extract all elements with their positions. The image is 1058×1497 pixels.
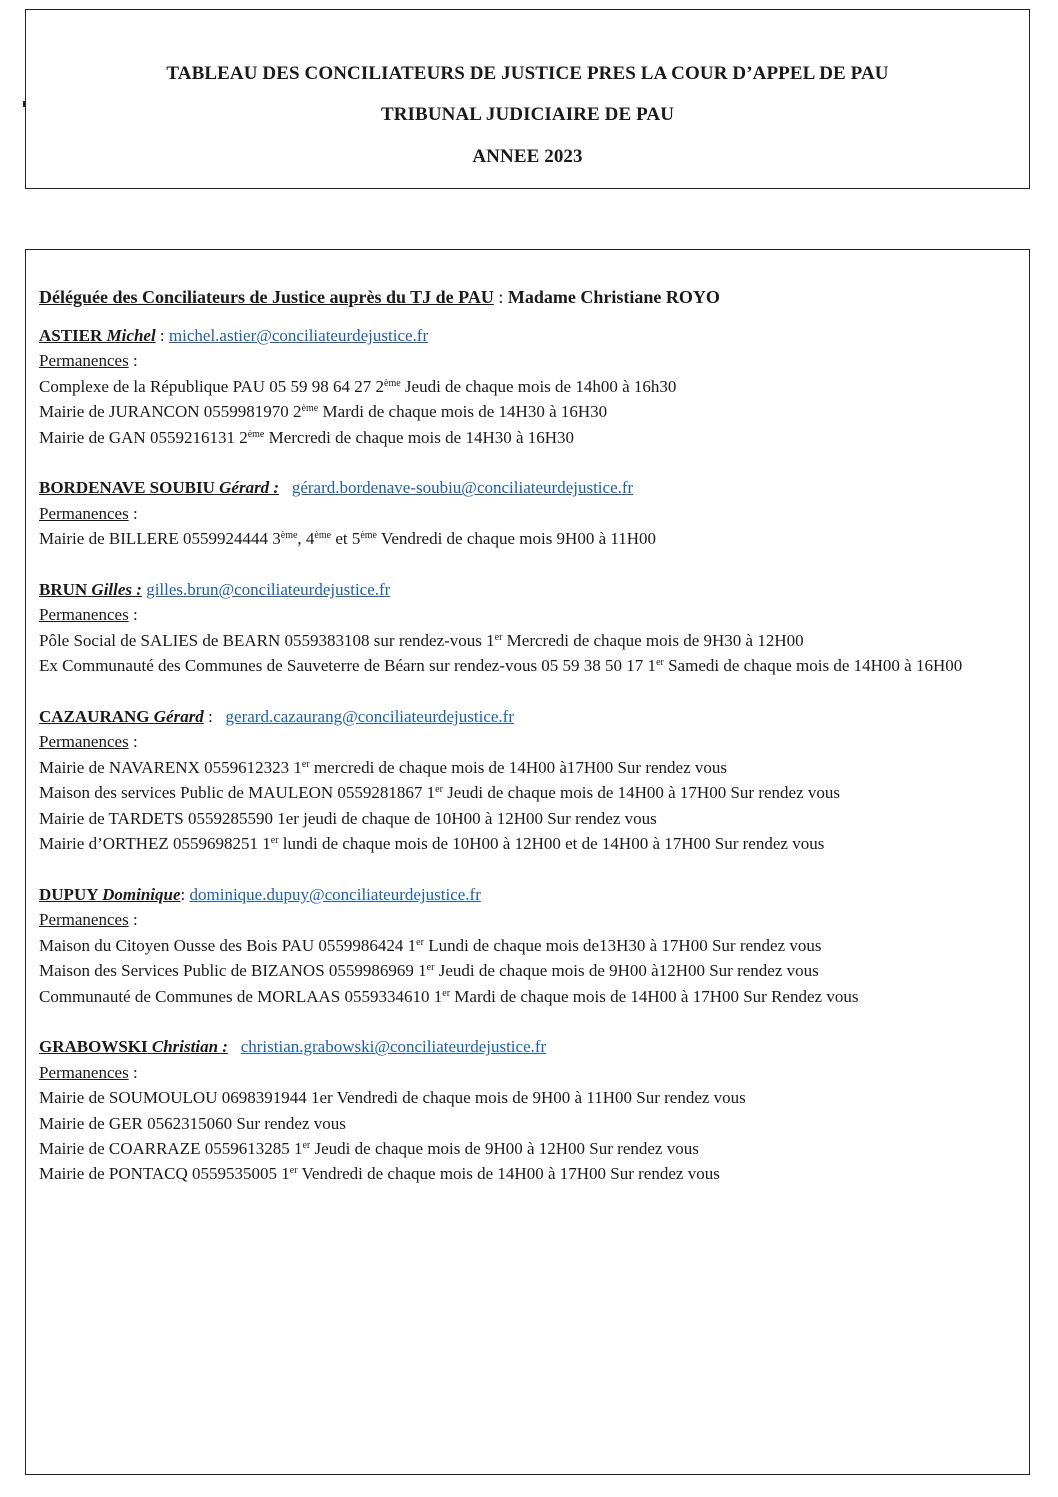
schedule-text: Mardi de chaque mois de 14H00 à 17H00 Sur Rendez vous	[450, 986, 859, 1006]
schedule-text: Mairie de TARDETS 0559285590 1er jeudi de chaque de 10H00 à 12H00 Sur rendez vous	[39, 808, 657, 828]
schedule-row	[39, 374, 1019, 399]
schedule-row	[39, 984, 1019, 1009]
margin-mark	[23, 101, 25, 107]
schedule-text: Complexe de la République PAU 05 59 98 64 27 2	[39, 376, 385, 396]
schedule-text: Mairie de NAVARENX 0559612323 1	[39, 757, 302, 777]
schedule-text: lundi de chaque mois de 10H00 à 12H00 et de 14H00 à 17H00 Sur rendez vous	[278, 834, 825, 854]
ordinal-suffix: er	[442, 987, 451, 999]
schedule-row	[39, 958, 1019, 983]
permanences-text: Permanences	[39, 910, 129, 930]
schedule-text: Mercredi de chaque mois de 14H30 à 16H30	[264, 427, 575, 447]
ordinal-suffix: ème	[247, 428, 265, 440]
conciliator-heading	[39, 323, 1019, 348]
schedule-text: Vendredi de chaque mois 9H00 à 11H00	[377, 529, 657, 549]
schedule-row	[39, 628, 1019, 653]
schedule-text: , 4	[297, 529, 315, 549]
delegate-line	[39, 284, 1019, 310]
schedule-text: Jeudi de chaque mois de 14h00 à 16h30	[400, 376, 677, 396]
schedule-text: mercredi de chaque mois de 14H00 à17H00 Sur rendez vous	[309, 757, 727, 777]
conciliator-first-name: Michel	[106, 326, 156, 345]
conciliator-entry-astier	[39, 323, 1019, 450]
conciliators-list-panel	[25, 249, 1030, 1475]
name-separator	[228, 1037, 241, 1056]
permanences-text: Permanences	[39, 351, 129, 371]
document-header	[25, 9, 1030, 189]
conciliator-first-name: Christian :	[151, 1037, 228, 1057]
ordinal-suffix: er	[494, 631, 503, 643]
permanences-label	[39, 501, 1019, 526]
ordinal-suffix: er	[270, 835, 279, 847]
permanences-label	[39, 602, 1019, 627]
schedule-text: Mairie de GER 0562315060 Sur rendez vous	[39, 1113, 346, 1133]
conciliator-name	[39, 885, 181, 904]
permanences-text: Permanences	[39, 503, 129, 523]
schedule-text: Mairie de SOUMOULOU 0698391944 1er Vendredi de chaque mois de 9H00 à 11H00 Sur rendez vous	[39, 1088, 746, 1108]
conciliator-heading	[39, 1034, 1019, 1059]
delegate-separator: :	[493, 287, 508, 307]
ordinal-suffix: ème	[314, 530, 332, 542]
permanences-text: Permanences	[39, 732, 129, 752]
schedule-row	[39, 526, 1019, 551]
schedule-text: Mairie de JURANCON 0559981970 2	[39, 402, 302, 422]
schedule-row	[39, 1085, 1019, 1110]
schedule-row	[39, 1111, 1019, 1136]
permanences-colon: :	[128, 503, 138, 523]
conciliator-name	[39, 580, 142, 599]
email-link[interactable]: dominique.dupuy@conciliateurdejustice.fr	[189, 884, 481, 904]
schedule-text: Lundi de chaque mois de13H30 à 17H00 Sur rendez vous	[423, 935, 822, 955]
schedule-text: Samedi de chaque mois de 14H00 à 16H00	[663, 656, 963, 676]
schedule-text: et 5	[331, 529, 361, 549]
schedule-text: Mairie de GAN 0559216131 2	[39, 427, 248, 447]
conciliator-entry-dupuy	[39, 882, 1019, 1009]
ordinal-suffix: er	[656, 657, 664, 669]
conciliator-name	[39, 326, 156, 345]
ordinal-suffix: ème	[384, 377, 401, 389]
schedule-text: Maison du Citoyen Ousse des Bois PAU 0559986424 1	[39, 935, 417, 955]
schedule-row	[39, 1161, 1019, 1186]
conciliator-first-name: Gérard :	[219, 478, 280, 498]
delegate-label: Déléguée des Conciliateurs de Justice auprès du TJ de PAU	[39, 287, 494, 307]
name-separator: :	[155, 326, 169, 345]
permanences-colon: :	[128, 1062, 138, 1082]
permanences-colon: :	[128, 605, 138, 625]
ordinal-suffix: ème	[301, 403, 319, 415]
conciliator-last-name: CAZAURANG	[39, 707, 150, 727]
permanences-text: Permanences	[39, 605, 129, 625]
email-link[interactable]: gerard.cazaurang@conciliateurdejustice.fr	[225, 707, 514, 727]
schedule-text: Vendredi de chaque mois de 14H00 à 17H00 Sur rendez vous	[297, 1164, 720, 1184]
document-title: TABLEAU DES CONCILIATEURS DE JUSTICE PRES LA COUR D’APPEL DE PAU	[166, 63, 889, 84]
ordinal-suffix: er	[416, 936, 424, 948]
schedule-text: Jeudi de chaque mois de 14H00 à 17H00 Sur rendez vous	[442, 783, 840, 803]
schedule-text: Mairie de COARRAZE 0559613285 1	[39, 1138, 303, 1158]
name-separator: :	[180, 884, 190, 904]
ordinal-suffix: ème	[360, 530, 377, 542]
ordinal-suffix: er	[435, 784, 443, 796]
schedule-text: Pôle Social de SALIES de BEARN 0559383108 sur rendez-vous 1	[39, 630, 495, 650]
conciliator-name	[39, 707, 204, 726]
conciliator-first-name: Gérard	[153, 707, 204, 727]
conciliator-entry-cazaurang	[39, 704, 1019, 856]
conciliator-last-name: DUPUY	[39, 884, 98, 904]
permanences-label	[39, 348, 1019, 373]
email-link[interactable]: michel.astier@conciliateurdejustice.fr	[168, 326, 429, 345]
schedule-row	[39, 653, 1019, 678]
conciliator-entry-brun	[39, 577, 1019, 679]
schedule-row	[39, 1136, 1019, 1161]
schedule-text: Mairie de BILLERE 0559924444 3	[39, 529, 281, 549]
permanences-label	[39, 729, 1019, 754]
conciliator-last-name: ASTIER	[39, 326, 103, 345]
schedule-row	[39, 780, 1019, 805]
schedule-text: Ex Communauté des Communes de Sauveterre de Béarn sur rendez-vous 05 59 38 50 17 1	[39, 656, 657, 676]
conciliator-heading	[39, 882, 1019, 907]
name-separator: :	[203, 707, 226, 727]
schedule-row	[39, 806, 1019, 831]
permanences-colon: :	[128, 910, 138, 930]
schedule-row	[39, 933, 1019, 958]
name-separator	[279, 478, 292, 497]
conciliator-last-name: GRABOWSKI	[39, 1037, 148, 1057]
ordinal-suffix: er	[426, 962, 435, 974]
email-link[interactable]: gilles.brun@conciliateurdejustice.fr	[146, 580, 391, 600]
delegate-name: Madame Christiane ROYO	[507, 287, 720, 307]
conciliator-entry-bordenave	[39, 475, 1019, 551]
conciliator-heading	[39, 475, 1019, 500]
conciliator-last-name: BRUN	[39, 580, 88, 600]
conciliator-heading	[39, 704, 1019, 729]
ordinal-suffix: er	[289, 1165, 298, 1177]
schedule-text: Mardi de chaque mois de 14H30 à 16H30	[318, 402, 608, 422]
email-link[interactable]: christian.grabowski@conciliateurdejustice.fr	[240, 1037, 547, 1057]
schedule-text: Mairie d’ORTHEZ 0559698251 1	[39, 834, 271, 854]
schedule-text: Maison des services Public de MAULEON 0559281867 1	[39, 783, 436, 803]
permanences-colon: :	[128, 732, 138, 752]
schedule-text: Mercredi de chaque mois de 9H30 à 12H00	[502, 630, 804, 650]
conciliator-last-name: BORDENAVE SOUBIU	[39, 478, 215, 498]
schedule-text: Jeudi de chaque mois de 9H00 à 12H00 Sur rendez vous	[310, 1138, 699, 1158]
conciliator-name	[39, 478, 279, 497]
email-link[interactable]: gérard.bordenave-soubiu@conciliateurdejustice.fr	[291, 478, 634, 498]
schedule-row	[39, 755, 1019, 780]
schedule-row	[39, 399, 1019, 424]
conciliator-entry-grabowski	[39, 1034, 1019, 1186]
court-name: TRIBUNAL JUDICIAIRE DE PAU	[380, 104, 675, 125]
schedule-text: Mairie de PONTACQ 0559535005 1	[39, 1164, 290, 1184]
conciliators-content	[39, 284, 1019, 1212]
permanences-colon: :	[128, 351, 138, 371]
conciliator-name	[39, 1037, 228, 1056]
conciliator-first-name: Gilles :	[91, 580, 142, 600]
ordinal-suffix: er	[302, 1139, 311, 1151]
ordinal-suffix: er	[301, 758, 310, 770]
year-label: ANNEE 2023	[472, 146, 583, 167]
permanences-text: Permanences	[39, 1062, 129, 1082]
schedule-row	[39, 831, 1019, 856]
conciliator-heading	[39, 577, 1019, 602]
conciliator-first-name: Dominique	[102, 884, 181, 904]
permanences-label	[39, 907, 1019, 932]
permanences-label	[39, 1060, 1019, 1085]
schedule-row	[39, 425, 1019, 450]
ordinal-suffix: ème	[280, 530, 298, 542]
schedule-text: Jeudi de chaque mois de 9H00 à12H00 Sur rendez vous	[434, 961, 819, 981]
schedule-text: Communauté de Communes de MORLAAS 0559334610 1	[39, 986, 443, 1006]
schedule-text: Maison des Services Public de BIZANOS 0559986969 1	[39, 961, 427, 981]
